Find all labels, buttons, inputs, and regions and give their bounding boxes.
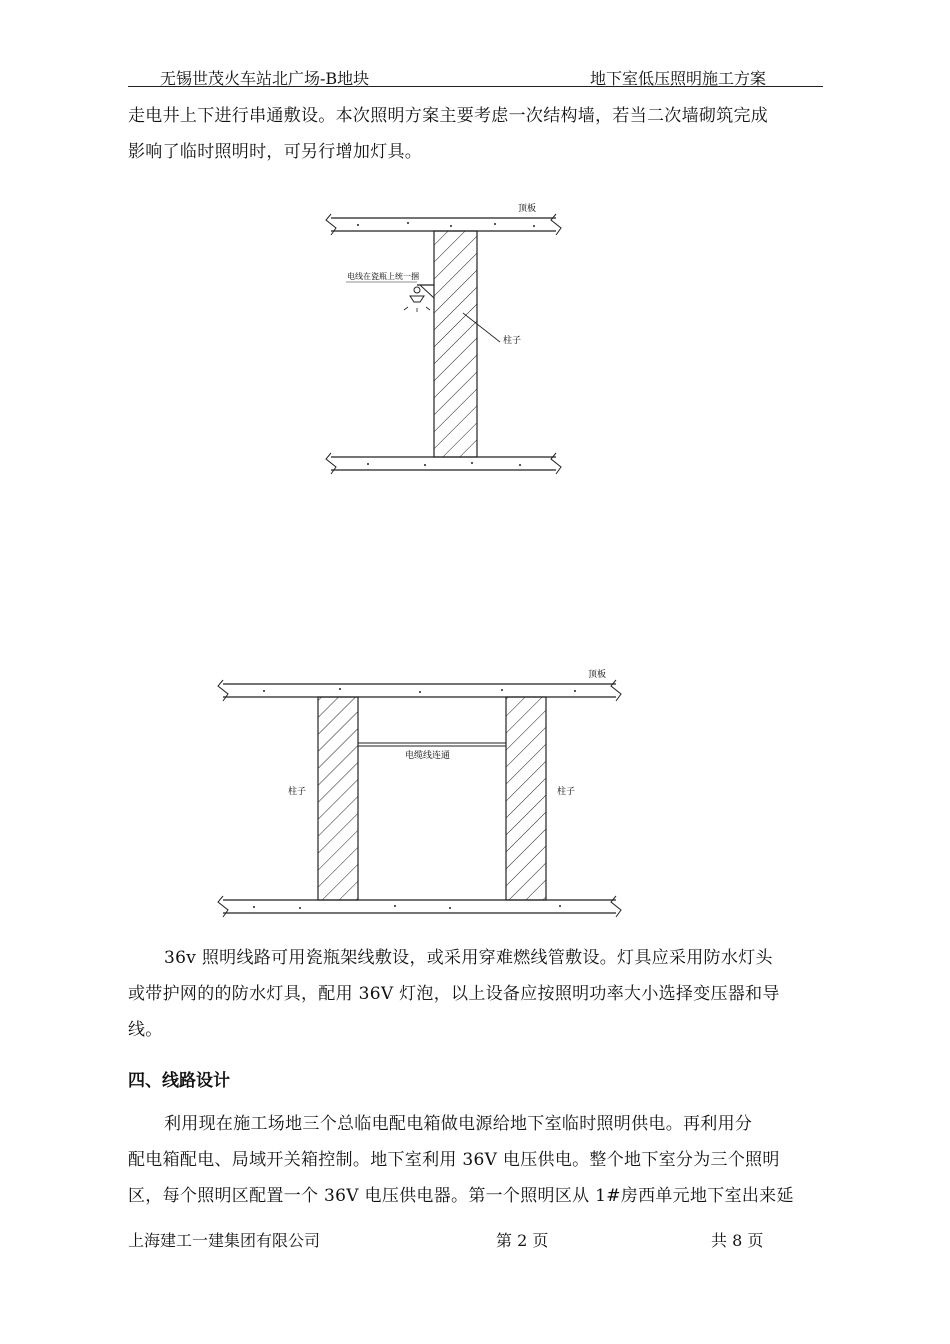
figure-two-columns xyxy=(218,680,621,917)
text-line: 配电箱配电、局域开关箱控制。地下室利用 36V 电压供电。整个地下室分为三个照明 xyxy=(128,1150,780,1170)
right-column-label: 柱子 xyxy=(557,787,576,797)
right-column xyxy=(506,697,546,900)
cable-label: 电缆线连通 xyxy=(405,751,451,761)
text-line: 36v 照明线路可用瓷瓶架线敷设，或采用穿难燃线管敷设。灯具应采用防水灯头 xyxy=(164,948,773,968)
slab-label: 顶板 xyxy=(518,204,537,214)
text-line: 利用现在施工场地三个总临电配电箱做电源给地下室临时照明供电。再利用分 xyxy=(164,1114,753,1134)
footer-page-number: 第 2 页 xyxy=(496,1231,549,1250)
paragraph-wiring xyxy=(128,940,828,1048)
wire-label: 电线在瓷瓶上统一捆 xyxy=(347,272,419,281)
footer-company: 上海建工一建集团有限公司 xyxy=(128,1231,321,1250)
header-project-name: 无锡世茂火车站北广场-B地块 xyxy=(160,69,370,88)
top-slab-2 xyxy=(218,680,621,701)
section-title: 四、线路设计 xyxy=(128,1071,230,1091)
header-document-title: 地下室低压照明施工方案 xyxy=(590,69,767,88)
column-label: 柱子 xyxy=(503,336,522,346)
paragraph-circuit-design xyxy=(128,1106,828,1214)
text-line: 线。 xyxy=(128,1020,163,1040)
column xyxy=(434,231,477,457)
text-line: 或带护网的的防水灯具，配用 36V 灯泡，以上设备应按照明功率大小选择变压器和导 xyxy=(128,984,780,1004)
lamp-icon xyxy=(404,285,434,312)
slab-label-2: 顶板 xyxy=(588,670,607,680)
text-line: 区，每个照明区配置一个 36V 电压供电器。第一个照明区从 1#房西单元地下室出来延 xyxy=(128,1186,794,1206)
bottom-slab-2 xyxy=(218,896,621,917)
text-line: 影响了临时照明时，可另行增加灯具。 xyxy=(128,142,423,162)
left-column-label: 柱子 xyxy=(288,787,307,797)
left-column xyxy=(318,697,358,900)
footer-total-pages: 共 8 页 xyxy=(711,1231,764,1250)
text-line: 走电井上下进行串通敷设。本次照明方案主要考虑一次结构墙，若当二次墙砌筑完成 xyxy=(128,106,769,126)
